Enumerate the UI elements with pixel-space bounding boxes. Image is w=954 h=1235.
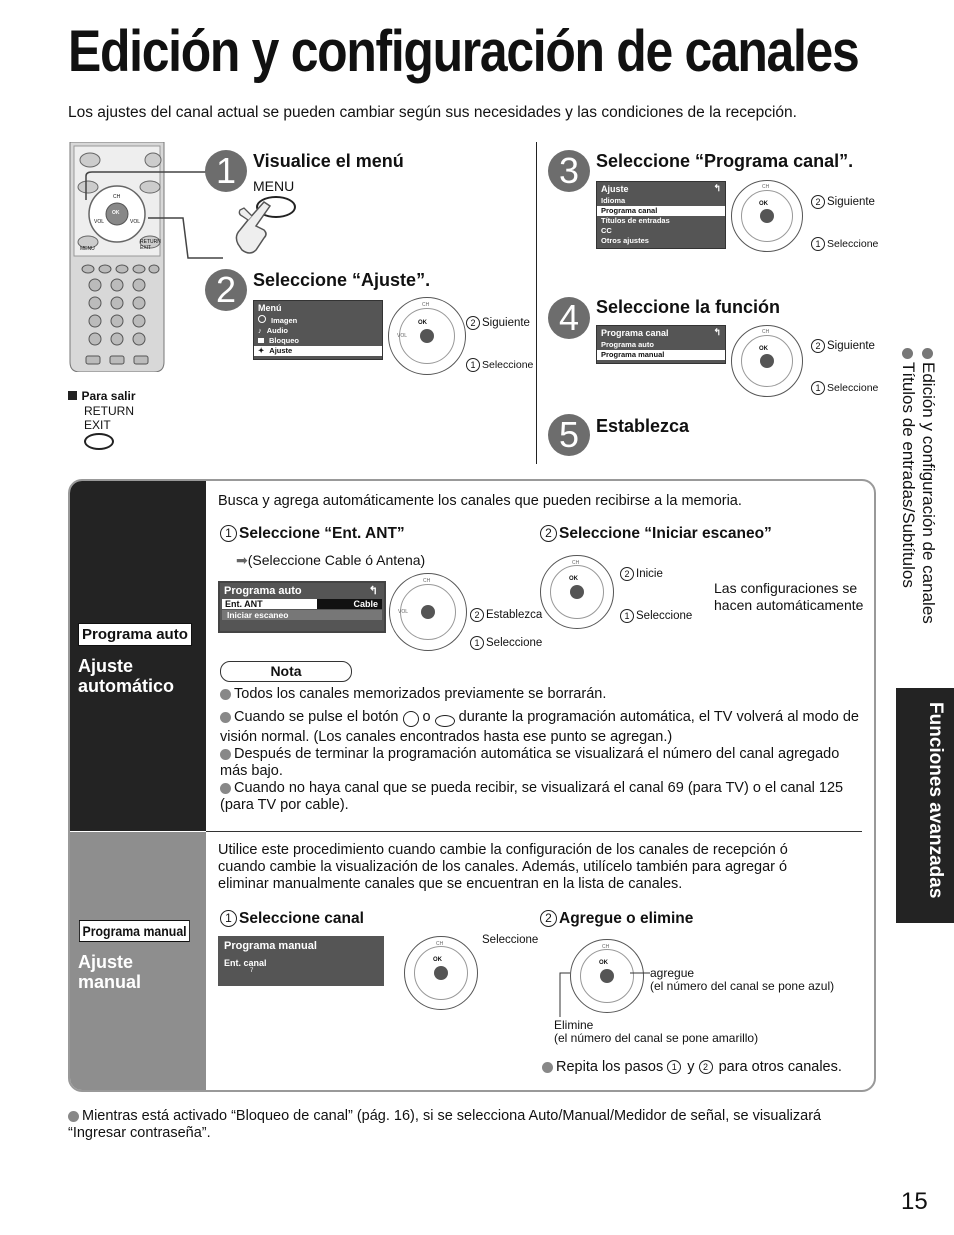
exit-title: Para salir: [81, 389, 136, 403]
auto-start-label: 2 Inicie: [620, 567, 663, 581]
osd-item: Idioma: [601, 196, 626, 205]
step-2-dpad: [388, 297, 466, 375]
osd-item: CC: [601, 226, 612, 235]
lock-icon: [258, 338, 264, 343]
auto-select2-label: 1 Seleccione: [620, 609, 692, 623]
dpad-ok-label: OK: [599, 960, 608, 966]
picture-icon: [258, 315, 266, 323]
step-4-osd-menu: [596, 325, 726, 364]
audio-icon: ♪: [258, 326, 262, 335]
manual-dpad-1: [404, 936, 478, 1010]
dpad-ch-label: CH: [762, 184, 770, 190]
section-tab-label: Funciones avanzadas: [925, 702, 946, 899]
auto-set-label: 2 Establezca: [470, 608, 542, 622]
manual-delete-label: Elimine (el número del canal se pone amarillo): [554, 1018, 759, 1045]
auto-box-label: Programa auto: [78, 623, 192, 646]
dpad-vol-label: VOL: [397, 333, 408, 339]
side-index-text: [894, 348, 938, 683]
manual-repeat-note: Repita los pasos 1 y 2 para otros canales.: [542, 1059, 842, 1076]
remote-return-key-label: RETURN EXIT: [140, 239, 161, 251]
osd-title: Ajuste: [601, 184, 629, 194]
osd-item-label: Audio: [266, 326, 288, 335]
step-2-number: 2: [205, 269, 247, 311]
side-index-item-2: Títulos de entradas/Subtítulos: [898, 348, 918, 683]
dpad-ok-label: OK: [569, 576, 578, 582]
return-arrow-icon: ↰: [713, 183, 721, 193]
side-index-item-1: Edición y configuración de canales: [918, 348, 938, 683]
auto-side-label: Ajuste automático: [78, 656, 175, 696]
return-arrow-icon: ↰: [713, 327, 721, 337]
manual-select-label: Seleccione: [482, 934, 539, 946]
remote-ok-label: OK: [112, 210, 120, 216]
exit-label: EXIT: [84, 418, 111, 432]
dpad-ch-label: CH: [572, 560, 580, 566]
step-3-osd-menu: [596, 181, 726, 249]
osd-title: Menú: [258, 303, 282, 313]
dpad-ch-label: CH: [436, 941, 444, 947]
step-3-title: Seleccione “Programa canal”.: [596, 151, 854, 171]
step-5-title: Establezca: [596, 416, 690, 436]
step-1-menu-label: MENU: [253, 178, 295, 194]
exit-button-icon: [84, 433, 114, 450]
osd-item-label: Bloqueo: [269, 336, 299, 345]
remote-vol-left-label: VOL: [94, 219, 105, 225]
manual-step-2: 2 Agregue o elimine: [540, 910, 693, 928]
manual-step-1: 1 Seleccione canal: [220, 910, 364, 928]
step-2-next-label: 2 Siguiente: [466, 316, 530, 330]
auto-osd: [218, 581, 386, 633]
auto-step-1: 1 Seleccione “Ent. ANT”: [220, 525, 405, 543]
osd-title: Programa manual: [224, 940, 317, 952]
side-index: [894, 348, 938, 683]
auto-dpad-1: [389, 573, 467, 651]
step-4-next-label: 2 Siguiente: [811, 339, 875, 353]
auto-step-2: 2 Seleccione “Iniciar escaneo”: [540, 525, 772, 543]
manual-side-label: Ajuste manual: [78, 952, 142, 992]
return-exit-button-icon: [435, 715, 455, 727]
exit-square-icon: [68, 391, 77, 400]
osd-row-scan: Iniciar escaneo: [222, 610, 382, 620]
step-4-title: Seleccione la función: [596, 297, 781, 317]
step-4-select-label: 1 Seleccione: [811, 381, 878, 395]
exit-instructions: [68, 387, 136, 405]
osd-row-channel: Ent. canal: [224, 958, 267, 968]
pointing-hand-icon: [234, 200, 278, 256]
note-badge: Nota: [220, 661, 352, 682]
programming-panel: [68, 479, 876, 1092]
osd-item-selected: Programa manual: [597, 350, 725, 360]
remote-menu-key-label: MENU: [80, 246, 95, 252]
manual-description: Utilice este procedimiento cuando cambie la configuración de los canales de recepción ó cuando cambie la visualización de los canales. Además, utilícelo también para agregar ó eliminar manualmente canales que se encuentran en la lista de canales.: [218, 842, 788, 892]
osd-item: [254, 326, 382, 336]
osd-title: Programa auto: [224, 585, 302, 597]
osd-title: Programa canal: [601, 328, 669, 338]
note-1: Todos los canales memorizados previamente se borrarán.: [220, 686, 860, 703]
page-title: Edición y configuración de canales: [68, 19, 859, 84]
auto-result-text: Las configuraciones se hacen automáticamente: [714, 580, 864, 613]
osd-item: Títulos de entradas: [601, 216, 670, 225]
step-4-number: 4: [548, 297, 590, 339]
dpad-ok-label: OK: [433, 957, 442, 963]
note-2: Cuando se pulse el botón o durante la programación automática, el TV volverá al modo de visión normal. (Los canales encontrados hasta ese punto se agregan.): [220, 709, 859, 745]
dpad-ch-label: CH: [423, 578, 431, 584]
auto-dpad-2: [540, 555, 614, 629]
osd-item: [254, 315, 382, 326]
auto-select-label: 1 Seleccione: [470, 636, 542, 650]
osd-item: [254, 336, 382, 346]
column-divider: [536, 142, 537, 464]
arrow-right-icon: ➡: [236, 552, 248, 568]
step-5-number: 5: [548, 414, 590, 456]
section-tab: [896, 688, 954, 923]
footnote: Mientras está activado “Bloqueo de canal” (pág. 16), si se selecciona Auto/Manual/Medidor de señal, se visualizará “Ingresar contraseña”.: [68, 1108, 822, 1141]
step-3-number: 3: [548, 150, 590, 192]
step-1-title: Visualice el menú: [253, 151, 404, 171]
auto-step-1-note: ➡(Seleccione Cable ó Antena): [236, 552, 426, 568]
step-3-dpad: [731, 180, 803, 252]
dpad-ok-label: OK: [759, 201, 768, 207]
section-divider: [206, 831, 862, 832]
dpad-ok-label: OK: [759, 346, 768, 352]
step-1-number: 1: [205, 150, 247, 192]
osd-item: Otros ajustes: [601, 236, 649, 245]
page-number: 15: [901, 1188, 928, 1215]
osd-channel-value: 7: [250, 968, 254, 974]
step-3-select-label: 1 Seleccione: [811, 237, 878, 251]
manual-osd: [218, 936, 384, 986]
remote-ch-up-label: CH: [113, 194, 121, 200]
step-2-title: Seleccione “Ajuste”.: [253, 270, 431, 290]
note-3: Después de terminar la programación automática se visualizará el número del canal agregado más bajo.: [220, 746, 840, 779]
osd-row-ent-ant: Ent. ANT Cable: [222, 599, 382, 609]
dpad-ch-label: CH: [422, 302, 430, 308]
dpad-ch-label: CH: [762, 329, 770, 335]
osd-item-label: Imagen: [271, 316, 298, 325]
step-4-dpad: [731, 325, 803, 397]
intro-text: Los ajustes del canal actual se pueden cambiar según sus necesidades y las condiciones de la recepción.: [68, 104, 797, 121]
manual-add-label: agregue (el número del canal se pone azul): [650, 966, 835, 993]
osd-item-selected: Programa canal: [597, 206, 725, 216]
dpad-ok-label: OK: [418, 320, 427, 326]
return-arrow-icon: ↰: [368, 585, 378, 597]
manual-pointer-lines: [558, 961, 658, 1021]
remote-vol-right-label: VOL: [130, 219, 141, 225]
setup-icon: ✦: [258, 346, 265, 355]
osd-item-label: Ajuste: [269, 346, 293, 355]
manual-box-label: Programa manual: [79, 920, 190, 942]
dpad-vol-label: VOL: [398, 609, 409, 615]
auto-description: Busca y agrega automáticamente los canales que pueden recibirse a la memoria.: [218, 493, 742, 509]
osd-item-selected: [254, 346, 382, 356]
ok-button-icon: [403, 711, 419, 727]
dpad-ch-label: CH: [602, 944, 610, 950]
osd-item: Programa auto: [601, 340, 654, 349]
step-2-select-label: 1 Seleccione: [466, 358, 533, 372]
step-3-next-label: 2 Siguiente: [811, 195, 875, 209]
step-2-osd-menu: [253, 300, 383, 360]
note-4: Cuando no haya canal que se pueda recibir, se visualizará el canal 69 (para TV) o el canal 125 (para TV por cable).: [220, 780, 844, 813]
return-label: RETURN: [84, 404, 134, 418]
